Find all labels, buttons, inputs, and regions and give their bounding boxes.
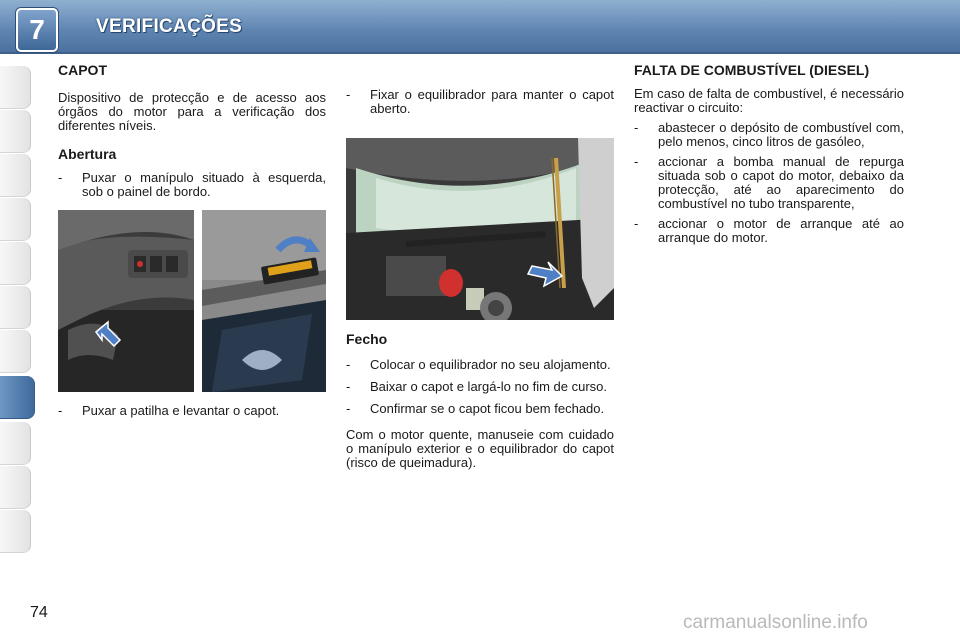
chapter-tab-6[interactable]: [0, 286, 31, 329]
step-text: Fixar o equilibrador para manter o capot aberto.: [370, 87, 614, 116]
column-fixar-fecho: [346, 88, 614, 116]
chapter-title: VERIFICAÇÕES: [96, 16, 243, 37]
abertura-step-1: [58, 171, 326, 199]
chapter-tab-10[interactable]: [0, 466, 31, 509]
column-capot: [58, 62, 326, 199]
chapter-tab-5[interactable]: [0, 242, 31, 285]
step-text: abastecer o depósito de combustível com, pelo menos, cinco litros de gasóleo,: [658, 120, 904, 149]
fecho-step-3: [346, 402, 614, 416]
bullet-dash: -: [634, 154, 639, 169]
section-title-capot: CAPOT: [58, 62, 107, 78]
step-text: Puxar o manípulo situado à esquerda, sob o painel de bordo.: [82, 170, 326, 199]
step-text: Puxar a patilha e levantar o capot.: [82, 403, 280, 418]
bullet-dash: -: [634, 120, 639, 135]
step-text: accionar a bomba manual de repurga situada sob o capot do motor, debaixo da protecção, até ao aparecimento do combustível no tubo transparente,: [658, 154, 904, 211]
bullet-dash: -: [58, 403, 63, 418]
bullet-dash: -: [634, 216, 639, 231]
capot-intro: Dispositivo de protecção e de acesso aos órgãos do motor para a verificação dos diferentes níveis.: [58, 90, 326, 133]
bullet-dash: -: [58, 170, 63, 185]
chapter-tab-sidebar: [0, 54, 32, 584]
chapter-tab-2[interactable]: [0, 110, 31, 153]
chapter-tab-9[interactable]: [0, 422, 31, 465]
chapter-tab-1[interactable]: [0, 66, 31, 109]
column-fecho: [346, 332, 614, 470]
falta-intro: Em caso de falta de combustível, é necessário reactivar o circuito:: [634, 86, 904, 115]
step-text: Colocar o equilibrador no seu alojamento.: [370, 357, 611, 372]
section-title-falta-combustivel: FALTA DE COMBUSTÍVEL (DIESEL): [634, 62, 870, 78]
falta-step-2: [634, 155, 904, 211]
hood-safety-catch-illustration: [202, 210, 326, 392]
fixar-step: [346, 88, 614, 116]
chapter-tab-4[interactable]: [0, 198, 31, 241]
chapter-number-badge: 7: [16, 8, 58, 52]
hood-release-lever-illustration: [58, 210, 194, 392]
step-text: Baixar o capot e largá-lo no fim de curso.: [370, 379, 608, 394]
watermark-text: carmanualsonline.info: [683, 612, 868, 633]
header-divider: [0, 52, 960, 54]
bullet-dash: -: [346, 379, 351, 394]
hot-engine-warning: Com o motor quente, manuseie com cuidado o manípulo exterior e o equilibrador do capot (risco de queimadura).: [346, 427, 614, 470]
photo-hood-safety-catch: [202, 210, 326, 392]
chapter-tab-7[interactable]: [0, 330, 31, 373]
step-text: accionar o motor de arranque até ao arranque do motor.: [658, 216, 904, 245]
fecho-step-1: [346, 358, 614, 372]
chapter-tab-11[interactable]: [0, 510, 31, 553]
bullet-dash: -: [346, 357, 351, 372]
bullet-dash: -: [346, 401, 351, 416]
photo-engine-bay-prop-rod: [346, 138, 614, 320]
abertura-step-2: [58, 404, 326, 418]
falta-step-3: [634, 217, 904, 245]
engine-bay-illustration: [346, 138, 614, 320]
bullet-dash: -: [346, 87, 351, 102]
photo-hood-release-lever: [58, 210, 194, 392]
column-falta-combustivel: [634, 62, 904, 245]
subsection-title-fecho: Fecho: [346, 331, 388, 347]
step-text: Confirmar se o capot ficou bem fechado.: [370, 401, 605, 416]
fecho-step-2: [346, 380, 614, 394]
chapter-tab-3[interactable]: [0, 154, 31, 197]
page-number: 74: [30, 604, 48, 621]
chapter-tab-8-active[interactable]: [0, 376, 35, 419]
abertura-step-2-container: [58, 404, 326, 418]
subsection-title-abertura: Abertura: [58, 146, 117, 162]
falta-step-1: [634, 121, 904, 149]
